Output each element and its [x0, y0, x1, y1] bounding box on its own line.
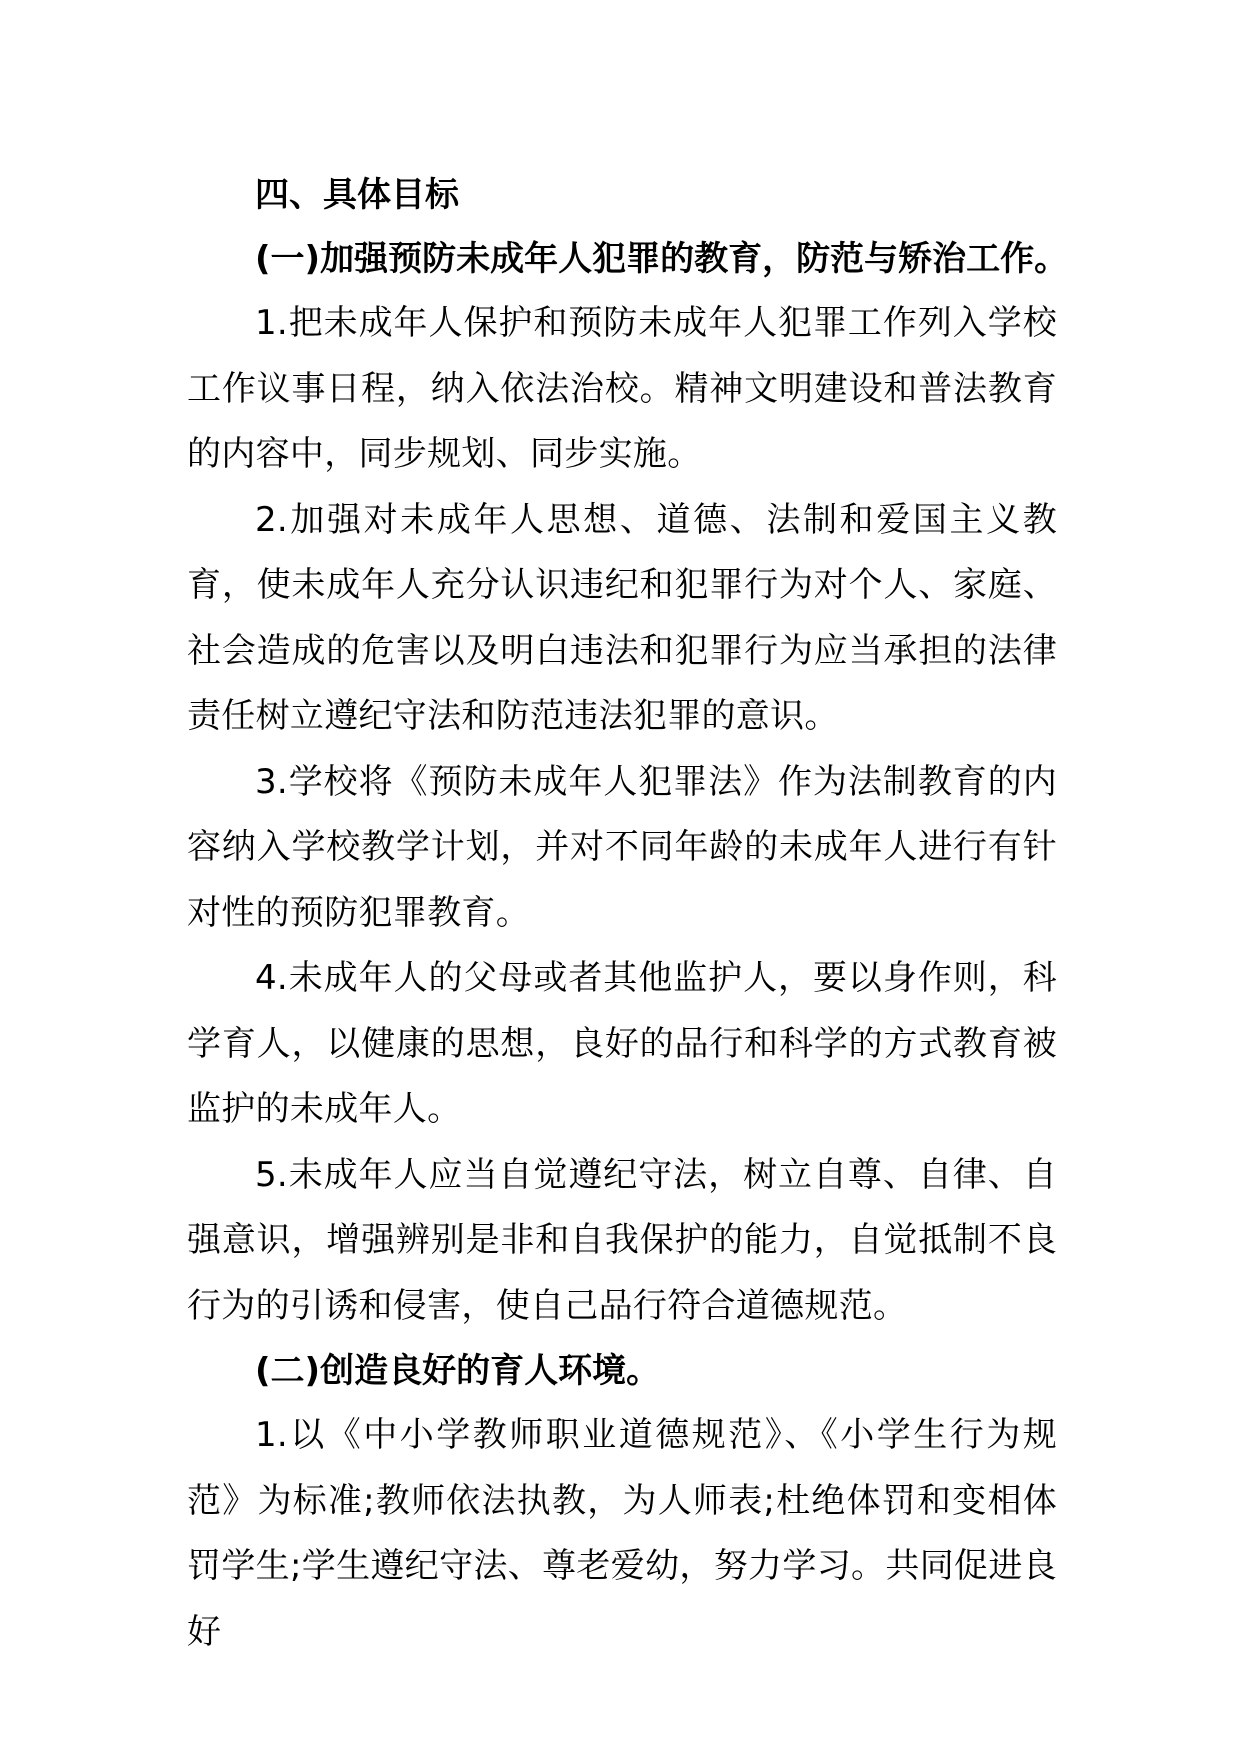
paragraph-1-2: 2.加强对未成年人思想、道德、法制和爱国主义教育，使未成年人充分认识违纪和犯罪行为对个人、家庭、社会造成的危害以及明白违法和犯罪行为应当承担的法律责任树立遵纪守法和防范违法犯罪的意识。 — [187, 499, 1057, 736]
paragraph-1-4: 4.未成年人的父母或者其他监护人，要以身作则，科学育人，以健康的思想，良好的品行和科学的方式教育被监护的未成年人。 — [187, 958, 1057, 1129]
paragraph-2-1: 1.以《中小学教师职业道德规范》、《小学生行为规范》为标准;教师依法执教，为人师表;杜绝体罚和变相体罚学生;学生遵纪守法、尊老爱幼，努力学习。共同促进良好 — [187, 1415, 1057, 1652]
subsection-title-1: (一)加强预防未成年人犯罪的教育，防范与矫治工作。 — [255, 239, 1069, 279]
section-title: 四、具体目标 — [255, 175, 459, 215]
subsection-title-2: (二)创造良好的育人环境。 — [255, 1351, 661, 1391]
document-body — [187, 163, 1069, 1665]
paragraph-1-3: 3.学校将《预防未成年人犯罪法》作为法制教育的内容纳入学校教学计划，并对不同年龄的未成年人进行有针对性的预防犯罪教育。 — [187, 761, 1057, 933]
paragraph-1-5: 5.未成年人应当自觉遵纪守法，树立自尊、自律、自强意识，增强辨别是非和自我保护的能力，自觉抵制不良行为的引诱和侵害，使自己品行符合道德规范。 — [187, 1154, 1057, 1326]
paragraph-1-1: 1.把未成年人保护和预防未成年人犯罪工作列入学校工作议事日程，纳入依法治校。精神文明建设和普法教育的内容中，同步规划、同步实施。 — [187, 303, 1057, 474]
